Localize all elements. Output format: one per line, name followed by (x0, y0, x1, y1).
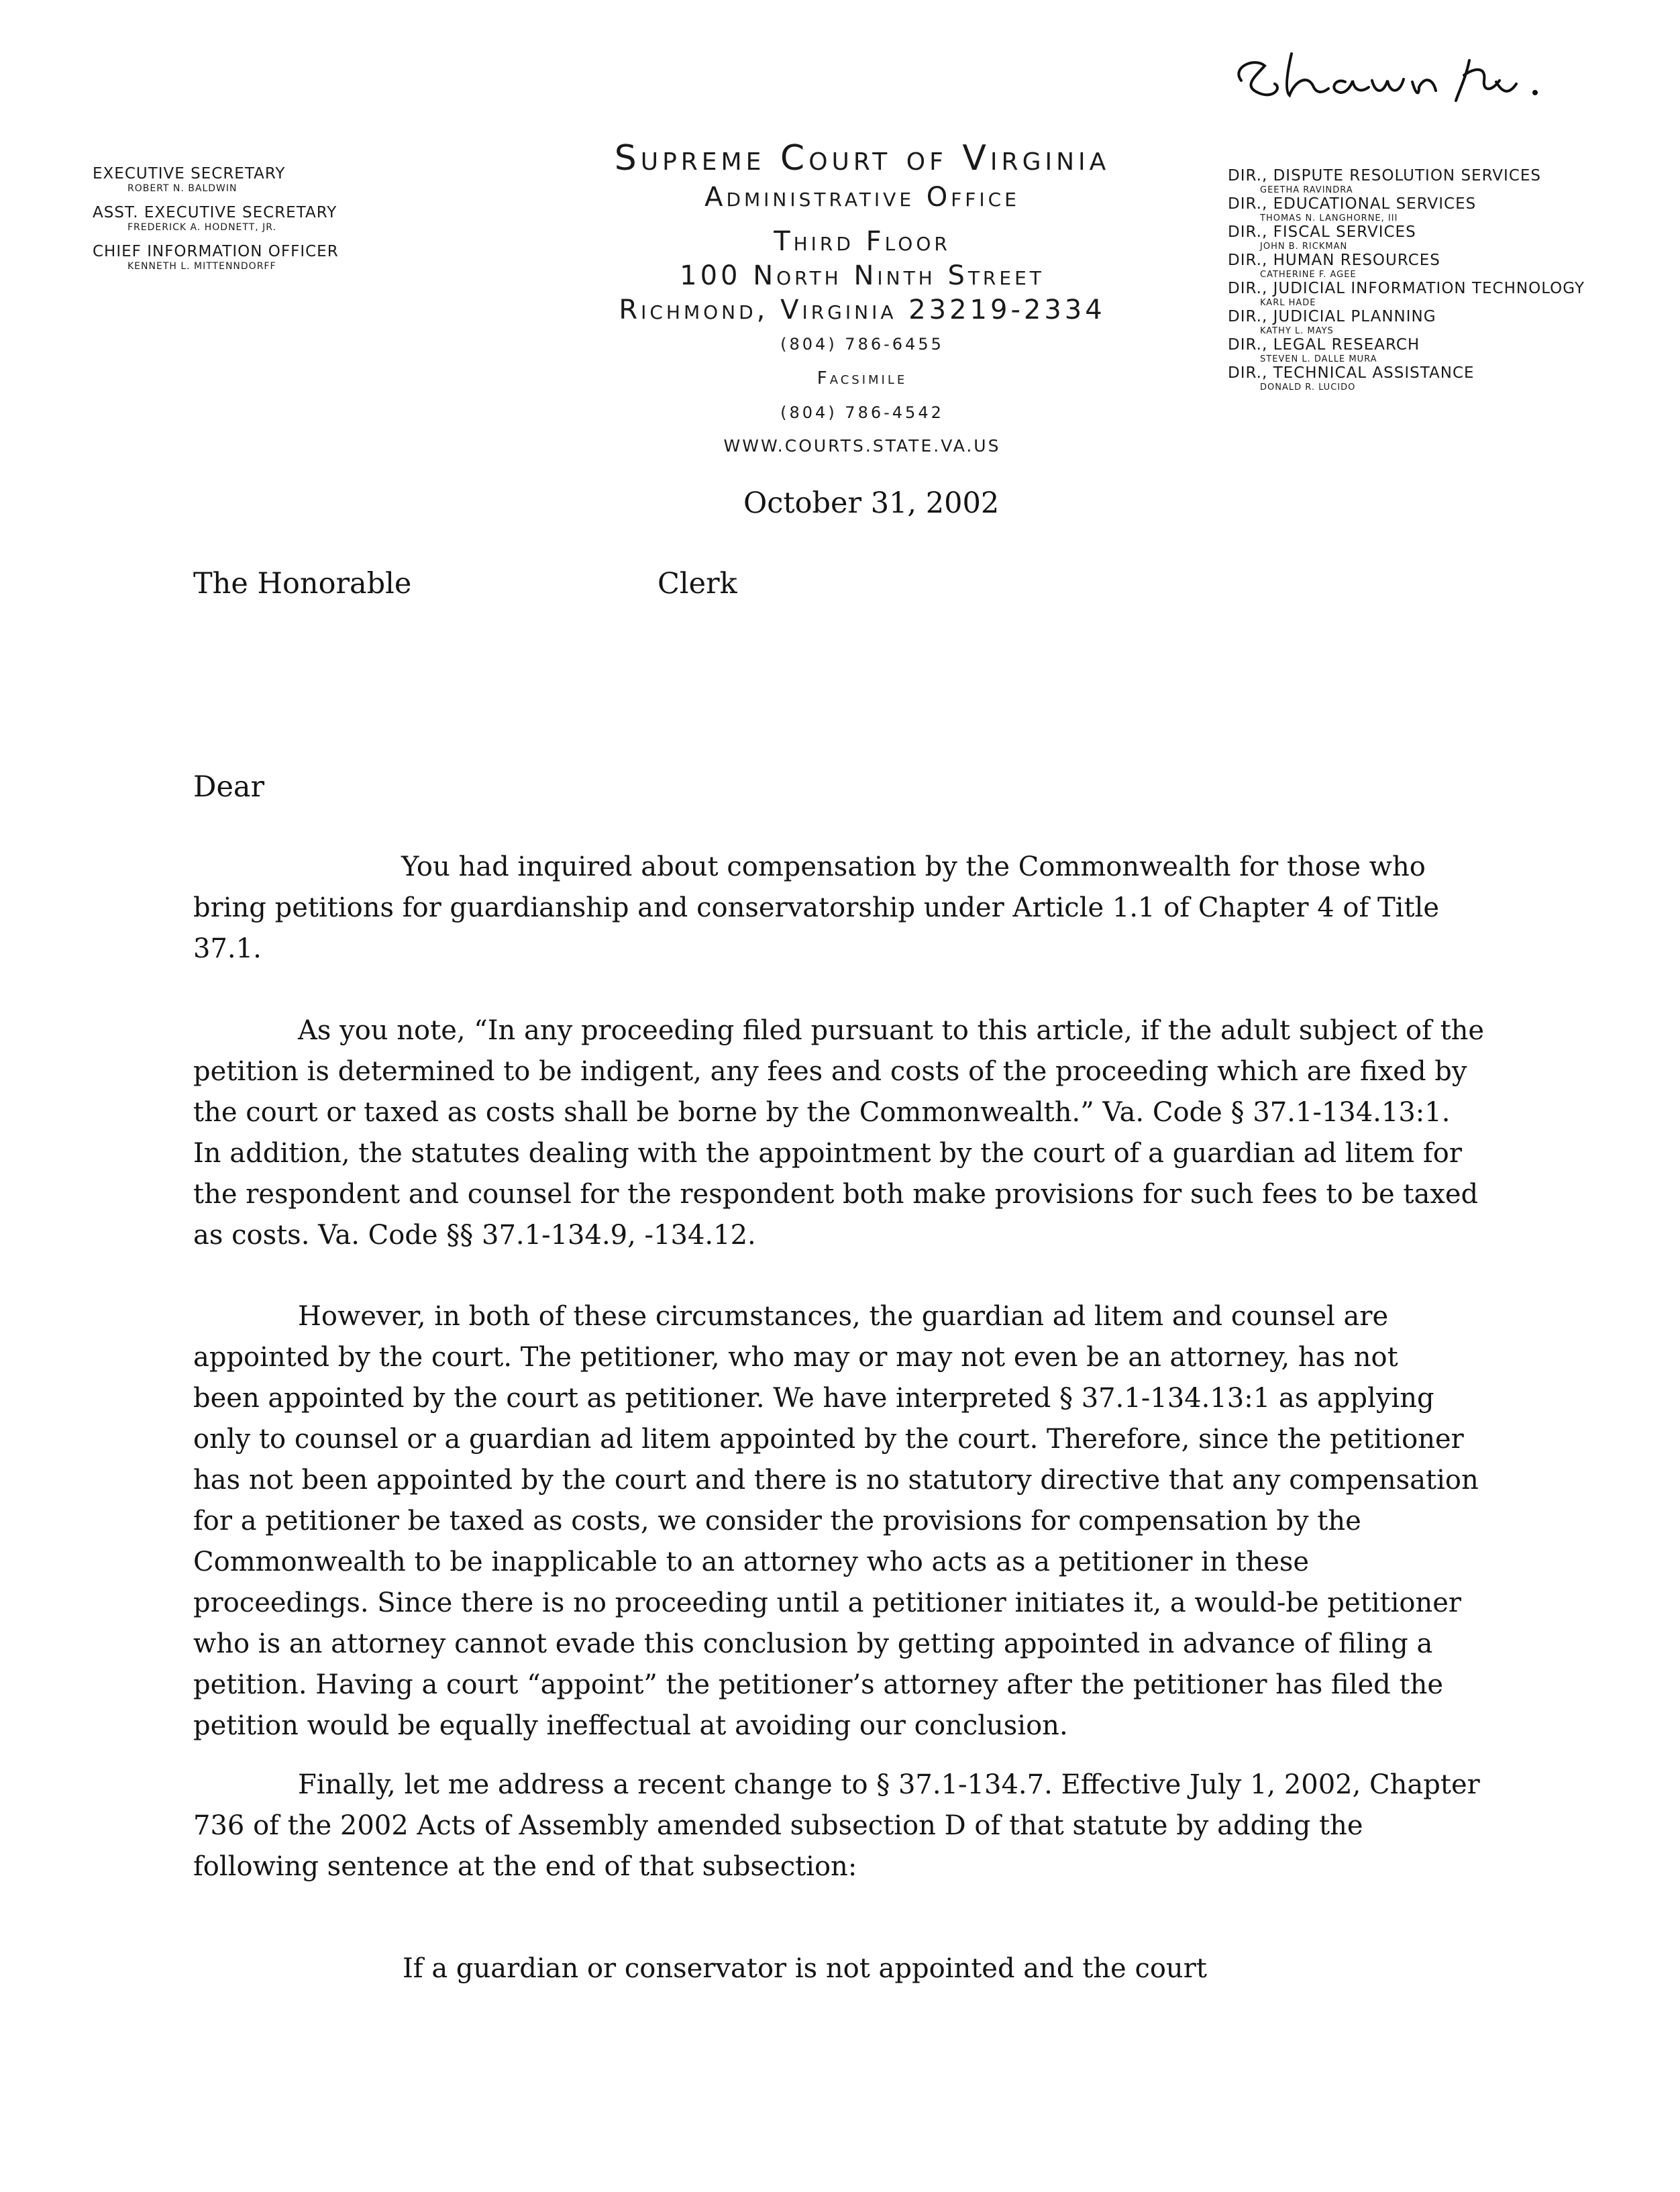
paragraph-line: for a petitioner be taxed as costs, we consider the provisions for compensation by the (193, 1506, 1361, 1536)
director-name: STEVEN L. DALLE MURA (1260, 354, 1377, 364)
director-title: DIR., DISPUTE RESOLUTION SERVICES (1228, 167, 1542, 185)
phone-number: (804) 786-6455 (780, 335, 944, 354)
staff-name: ROBERT N. BALDWIN (127, 183, 238, 194)
director-name: JOHN B. RICKMAN (1260, 242, 1348, 252)
director-name: CATHERINE F. AGEE (1260, 270, 1357, 280)
director-title: DIR., FISCAL SERVICES (1228, 223, 1416, 241)
staff-entry (93, 243, 401, 272)
director-name: GEETHA RAVINDRA (1260, 185, 1353, 195)
paragraph-line: In addition, the statutes dealing with the appointment by the court of a guardian ad litem for (193, 1138, 1462, 1169)
paragraph-line: the court or taxed as costs shall be borne by the Commonwealth.” Va. Code § 37.1-134.13:1. (193, 1097, 1451, 1128)
paragraph-line: You had inquired about compensation by the Commonwealth for those who (401, 851, 1426, 882)
director-title: DIR., TECHNICAL ASSISTANCE (1228, 364, 1475, 382)
paragraph-line: petition. Having a court “appoint” the petitioner’s attorney after the petitioner has filed the (193, 1669, 1444, 1700)
fax-number: (804) 786-4542 (780, 403, 944, 422)
director-name: THOMAS N. LANGHORNE, III (1260, 213, 1398, 223)
staff-entry (93, 204, 401, 233)
paragraph-line: petition would be equally ineffectual at avoiding our conclusion. (193, 1710, 1068, 1741)
staff-name: KENNETH L. MITTENNDORFF (127, 261, 276, 272)
director-name: DONALD R. LUCIDO (1260, 382, 1356, 393)
directors-column (1228, 168, 1671, 393)
director-title: DIR., JUDICIAL INFORMATION TECHNOLOGY (1228, 280, 1585, 297)
director-title: DIR., JUDICIAL PLANNING (1228, 308, 1436, 325)
paragraph-line: As you note, “In any proceeding filed pursuant to this article, if the adult subject of the (298, 1015, 1485, 1046)
staff-entry (93, 165, 401, 195)
salutation: Dear (193, 770, 265, 804)
staff-title: CHIEF INFORMATION OFFICER (93, 243, 339, 260)
paragraph-line: appointed by the court. The petitioner, who may or may not even be an attorney, has not (193, 1342, 1398, 1373)
director-name: KATHY L. MAYS (1260, 326, 1334, 336)
paragraph-line: bring petitions for guardianship and conservatorship under Article 1.1 of Chapter 4 of Title (193, 892, 1439, 923)
addressee-title: Clerk (658, 567, 737, 601)
address-line: 100 North Ninth Street (680, 260, 1045, 291)
court-name: Supreme Court of Virginia (614, 138, 1110, 178)
paragraph-line: petition is determined to be indigent, any fees and costs of the proceeding which are fixed by (193, 1056, 1467, 1087)
paragraph-line: Commonwealth to be inapplicable to an attorney who acts as a petitioner in these (193, 1547, 1310, 1577)
paragraph-line: the respondent and counsel for the respondent both make provisions for such fees to be taxed (193, 1179, 1479, 1210)
office-name: Administrative Office (704, 182, 1020, 213)
paragraph-line: has not been appointed by the court and there is no statutory directive that any compensation (193, 1465, 1479, 1496)
staff-name: FREDERICK A. HODNETT, JR. (127, 222, 276, 233)
addressee: The Honorable (193, 567, 412, 601)
body-paragraph (193, 1765, 1528, 1887)
paragraph-line: However, in both of these circumstances, the guardian ad litem and counsel are (298, 1301, 1389, 1332)
handwritten-signature (1228, 40, 1550, 114)
fax-label: Facsimile (817, 368, 908, 388)
paragraph-line: only to counsel or a guardian ad litem appointed by the court. Therefore, since the petitioner (193, 1424, 1464, 1455)
letterhead (470, 138, 1255, 462)
address-line: Third Floor (774, 226, 951, 257)
staff-left-column (93, 165, 401, 282)
paragraph-line: proceedings. Since there is no proceeding until a petitioner initiates it, a would-be petitioner (193, 1587, 1462, 1618)
body-paragraph (193, 1296, 1528, 1746)
director-name: KARL HADE (1260, 298, 1316, 308)
paragraph-line: 37.1. (193, 933, 262, 964)
paragraph-line: who is an attorney cannot evade this conclusion by getting appointed in advance of filing a (193, 1628, 1433, 1659)
director-title: DIR., LEGAL RESEARCH (1228, 336, 1420, 354)
address-line: Richmond, Virginia 23219-2334 (619, 295, 1106, 325)
letter-date: October 31, 2002 (743, 486, 1000, 520)
website: WWW.COURTS.STATE.VA.US (723, 436, 1001, 456)
paragraph-line: 736 of the 2002 Acts of Assembly amended subsection D of that statute by adding the (193, 1810, 1363, 1841)
paragraph-line: Finally, let me address a recent change to § 37.1-134.7. Effective July 1, 2002, Chapter (298, 1769, 1480, 1800)
body-paragraph (193, 847, 1528, 970)
paragraph-line: as costs. Va. Code §§ 37.1-134.9, -134.12. (193, 1220, 756, 1251)
body-paragraph (193, 1010, 1528, 1256)
paragraph-line: been appointed by the court as petitioner. We have interpreted § 37.1-134.13:1 as applying (193, 1383, 1434, 1414)
block-quote (193, 1948, 1528, 1989)
director-title: DIR., HUMAN RESOURCES (1228, 252, 1440, 269)
director-title: DIR., EDUCATIONAL SERVICES (1228, 195, 1477, 213)
paragraph-line: following sentence at the end of that subsection: (193, 1851, 857, 1882)
quote-line: If a guardian or conservator is not appointed and the court (403, 1953, 1207, 1984)
staff-title: ASST. EXECUTIVE SECRETARY (93, 204, 337, 221)
staff-title: EXECUTIVE SECRETARY (93, 165, 286, 182)
